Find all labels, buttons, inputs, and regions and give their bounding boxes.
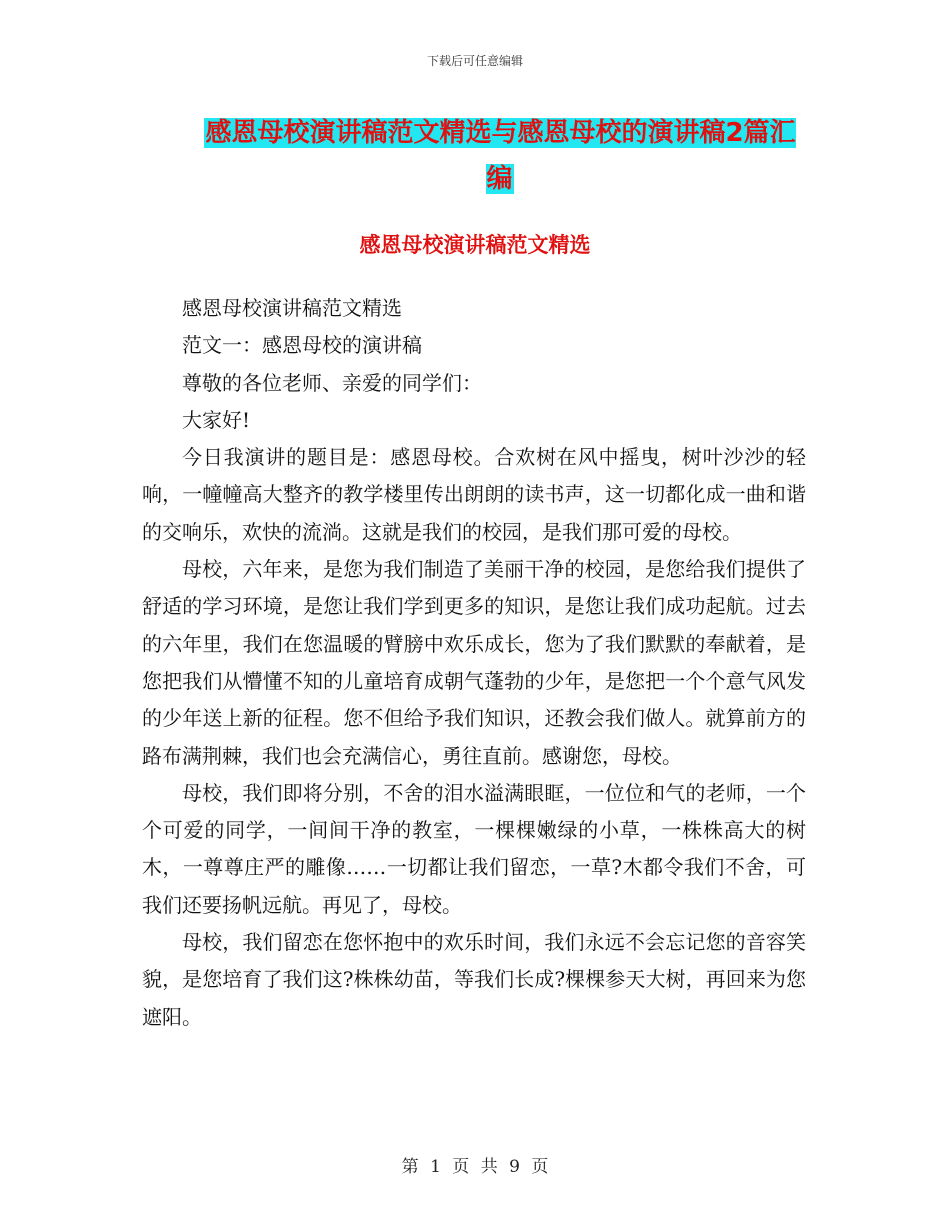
header-note: 下载后可任意编辑 xyxy=(426,54,523,68)
paragraph: 母校，我们留恋在您怀抱中的欢乐时间，我们永远不会忘记您的音容笑貌，是您培育了我们这?株株幼苗，等我们长成?棵棵参天大树，再回来为您遮阳。 xyxy=(142,930,806,1029)
paragraph: 母校，六年来，是您为我们制造了美丽干净的校园，是您给我们提供了舒适的学习环境，是您让我们学到更多的知识，是您让我们成功起航。过去的六年里，我们在您温暖的臂膀中欢乐成长，您为了我们默默的奉献着，是您把我们从懵懂不知的儿童培育成朝气蓬勃的少年，是您把一个个意气风发的少年送上新的征程。您不但给予我们知识，还教会我们做人。就算前方的路布满荆棘，我们也会充满信心，勇往直前。感谢您，母校。 xyxy=(142,557,806,768)
page-number: 第 1 页 共 9 页 xyxy=(401,1157,549,1177)
section-title: 感恩母校演讲稿范文精选 xyxy=(359,233,591,257)
document-title-text: 感恩母校演讲稿范文精选与感恩母校的演讲稿2篇汇编 xyxy=(205,118,796,194)
paragraph: 大家好! xyxy=(182,407,251,432)
paragraph: 今日我演讲的题目是：感恩母校。合欢树在风中摇曳，树叶沙沙的轻响，一幢幢高大整齐的教学楼里传出朗朗的读书声，这一切都化成一曲和谐的交响乐，欢快的流淌。这就是我们的校园，是我们那可爱的母校。 xyxy=(142,445,806,544)
paragraph: 感恩母校演讲稿范文精选 xyxy=(182,296,402,320)
paragraph: 范文一：感恩母校的演讲稿 xyxy=(182,333,422,358)
document-body xyxy=(142,290,806,1036)
paragraph: 尊敬的各位老师、亲爱的同学们： xyxy=(182,370,482,395)
document-title xyxy=(195,110,805,202)
paragraph: 母校，我们即将分别，不舍的泪水溢满眼眶，一位位和气的老师，一个个可爱的同学，一间间干净的教室，一棵棵嫩绿的小草，一株株高大的树木，一尊尊庄严的雕像……一切都让我们留恋，一草?木都令我们不舍，可我们还要扬帆远航。再见了，母校。 xyxy=(142,780,806,917)
